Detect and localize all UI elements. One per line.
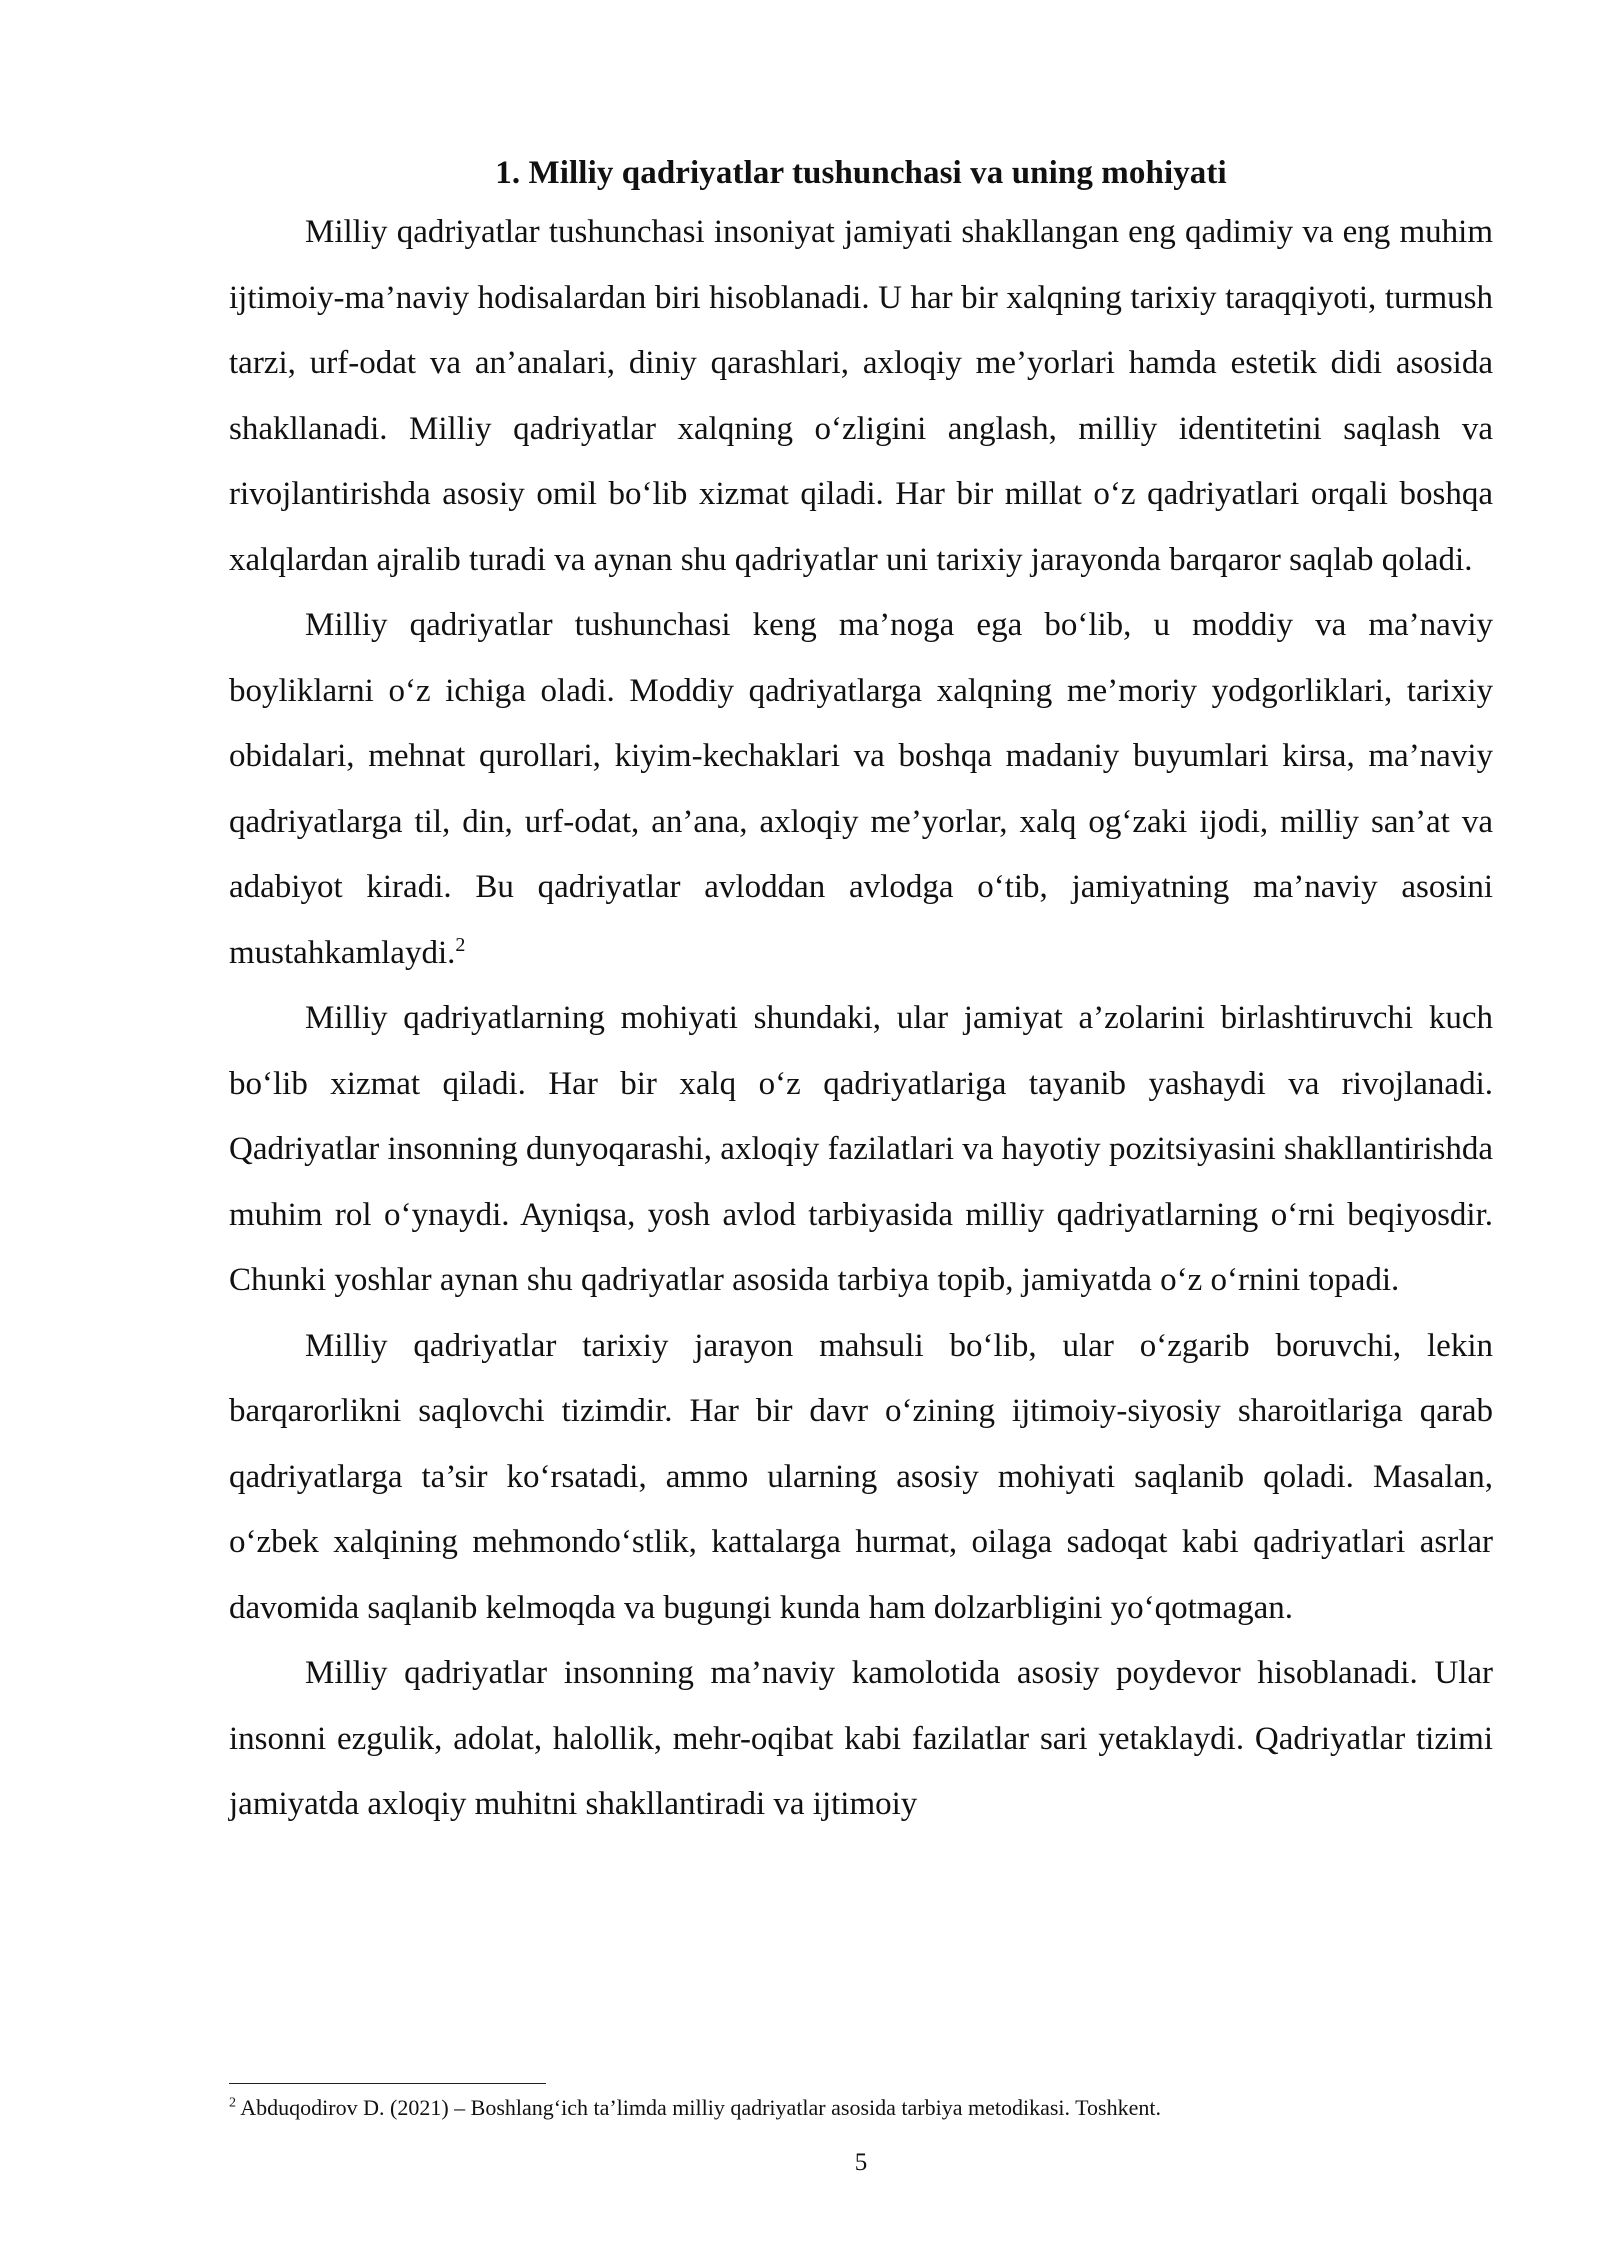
paragraph [229,1314,1493,1642]
paragraph [229,593,1493,986]
paragraph [229,986,1493,1314]
paragraph-text: Milliy qadriyatlar tushunchasi keng ma’noga ega bo‘lib, u moddiy va ma’naviy boyliklarni o‘z ichiga oladi. Moddiy qadriyatlarga xalqning me’moriy yodgorliklari, tarixiy obidalari, mehnat qurollari, kiyim-kechaklari va boshqa madaniy buyumlari kirsa, ma’naviy qadriyatlarga til, din, urf-odat, an’ana, axloqiy me’yorlar, xalq og‘zaki ijodi, milliy san’at va adabiyot kiradi. Bu qadriyatlar avloddan avlodga o‘tib, jamiyatning ma’naviy asosini mustahkamlaydi. [229,607,1493,971]
footnote [229,2093,1493,2123]
page-body [229,150,1493,1838]
paragraph-text: Milliy qadriyatlarning mohiyati shundaki, ular jamiyat a’zolarini birlashtiruvchi kuch bo‘lib xizmat qiladi. Har bir xalq o‘z qadriyatlariga tayanib yashaydi va rivojlanadi. Qadriyatlar insonning dunyoqarashi, axloqiy fazilatlari va hayotiy pozitsiyasini shakllantirishda muhim rol o‘ynaydi. Ayniqsa, yosh avlod tarbiyasida milliy qadriyatlarning o‘rni beqiyosdir. Chunki yoshlar aynan shu qadriyatlar asosida tarbiya topib, jamiyatda o‘z o‘rnini topadi. [229,1000,1493,1298]
page-number: 5 [854,2149,868,2176]
paragraph [229,1641,1493,1838]
footnote-text: Abduqodirov D. (2021) – Boshlang‘ich ta’limda milliy qadriyatlar asosida tarbiya metodikasi. Toshkent. [240,2095,1161,2120]
paragraph [229,200,1493,593]
paragraph-text: Milliy qadriyatlar tarixiy jarayon mahsuli bo‘lib, ular o‘zgarib boruvchi, lekin barqarorlikni saqlovchi tizimdir. Har bir davr o‘zining ijtimoiy-siyosiy sharoitlariga qarab qadriyatlarga ta’sir ko‘rsatadi, ammo ularning asosiy mohiyati saqlanib qoladi. Masalan, o‘zbek xalqining mehmondo‘stlik, kattalarga hurmat, oilaga sadoqat kabi qadriyatlari asrlar davomida saqlanib kelmoqda va bugungi kunda ham dolzarbligini yo‘qotmagan. [229,1327,1493,1626]
footnote-separator [229,2083,546,2084]
paragraph-text: Milliy qadriyatlar tushunchasi insoniyat jamiyati shakllangan eng qadimiy va eng muhim ijtimoiy-ma’naviy hodisalardan biri hisoblanadi. U har bir xalqning tarixiy taraqqiyoti, turmush tarzi, urf-odat va an’analari, diniy qarashlari, axloqiy me’yorlari hamda estetik didi asosida shakllanadi. Milliy qadriyatlar xalqning o‘zligini anglash, milliy identitetini saqlash va rivojlantirishda asosiy omil bo‘lib xizmat qiladi. Har bir millat o‘z qadriyatlari orqali boshqa xalqlardan ajralib turadi va aynan shu qadriyatlar uni tarixiy jarayonda barqaror saqlab qoladi. [229,214,1493,578]
paragraph-text: Milliy qadriyatlar insonning ma’naviy kamolotida asosiy poydevor hisoblanadi. Ular insonni ezgulik, adolat, halollik, mehr-oqibat kabi fazilatlar sari yetaklaydi. Qadriyatlar tizimi jamiyatda axloqiy muhitni shakllantiradi va ijtimoiy [229,1655,1493,1822]
footnote-reference[interactable]: 2 [455,933,466,956]
footnote-number: 2 [229,2095,236,2111]
section-heading: 1. Milliy qadriyatlar tushunchasi va uning mohiyati [495,155,1227,191]
